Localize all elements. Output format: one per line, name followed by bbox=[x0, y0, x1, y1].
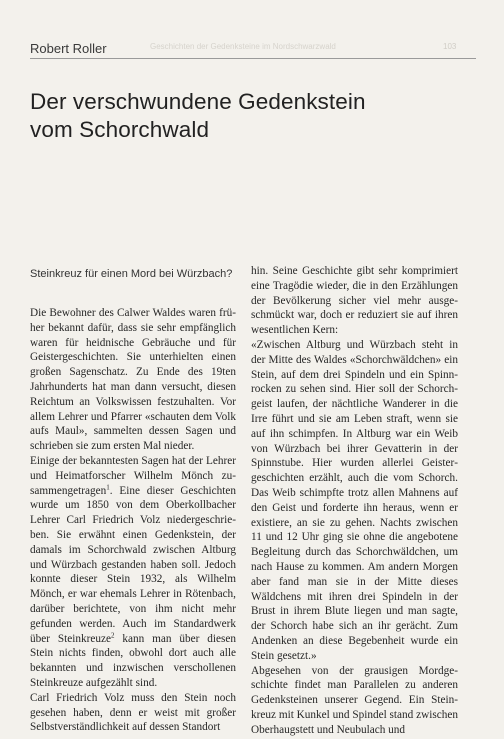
right-column bbox=[251, 264, 458, 738]
article-title bbox=[30, 88, 470, 144]
article-title-line-2: vom Schorchwald bbox=[30, 117, 210, 142]
footnote-mark: 1 bbox=[106, 482, 110, 491]
page-number: 103 bbox=[443, 42, 457, 51]
left-column bbox=[30, 306, 236, 735]
author-name: Robert Roller bbox=[30, 41, 107, 56]
paragraph-text: . Eine dieser Geschichten wurde um 1850 von dem Oberkollbacher Lehrer Carl Friedrich Volz niedergeschrieben. Sie erwähnt einen Gedenkstein, der damals im Schorchwald zwischen Altburg und Würzbach gestanden haben soll. Jedoch konnte dieser Stein 1932, als Wilhelm Mönch, er war ehemals Lehrer in Rötenbach, darüber berichtete, von ihm nicht mehr gefunden werden. Auch im Standardwerk über Steinkreuze bbox=[30, 484, 236, 645]
quote-paragraph: «Zwischen Altburg und Würzbach steht in der Mitte des Waldes «Schorchwäldchen» ein Stein, auf dem drei Spindeln und ein Spinnrocken zu sehen sind. Hier soll der Schorchgeist laufen, der nächtliche Wanderer in die Irre führt und sie am Leben straft, wenn sie auf ihn schimpfen. In Altburg war ein Weib von Würzbach bei ihrer Gevatterin in der Spinnstube. Hier wurden allerlei Geistergeschichten erzählt, auch die vom Schorch. Das Weib schimpfte trotz allen Mahnens auf den Geist und forderte ihn heraus, wenn er existiere, an sie zu gehen. Nachts zwischen 11 und 12 Uhr ging sie ohne die angebotene Begleitung durch das Schorchwäldchen, um nach Hause zu kommen. Am andern Morgen aber fand man sie in der Mitte dieses Wäldchens mit ihren drei Spindeln in der Brust in ihrem Blute liegen und man sagte, der Schorch habe sich an ihr gerächt. Zum Andenken an diese Begebenheit wurde ein Stein gesetzt.» bbox=[251, 338, 458, 662]
paragraph bbox=[30, 454, 236, 691]
article-subheading: Steinkreuz für einen Mord bei Würzbach? bbox=[30, 268, 233, 280]
running-head: Geschichten der Gedenksteine im Nordschwarzwald bbox=[150, 42, 336, 51]
paragraph-text: kann man über diesen Stein nichts finden, obwohl dort auch alle bekannten und inzwischen verschollenen Steinkreuze aufgezählt sind. bbox=[30, 632, 237, 689]
paragraph-text: Einige der bekanntesten Sagen hat der Lehrer und Heimatforscher Wilhelm Mönch zusammengetragen bbox=[30, 454, 236, 497]
paragraph: Die Bewohner des Calwer Waldes waren früher bekannt dafür, dass sie sehr empfänglich waren für heidnische Gebräuche und für Geistergeschichten. Sie unterhielten einen großen Sagenschatz. Zu Ende des 19ten Jahrhunderts hat man dann versucht, diesen Reichtum an Volkswissen festzuhalten. Vor allem Lehrer und Pfarrer «schauten dem Volk aufs Maul», sammelten dessen Sagen und schrieben sie zum ersten Mal nieder. bbox=[30, 307, 236, 453]
footnote-mark: 2 bbox=[110, 630, 115, 639]
paragraph: hin. Seine Geschichte gibt sehr komprimiert eine Tragödie wieder, die in den Erzählungen der Bevölkerung sicher viel mehr ausgeschmückt war, doch er reduziert sie auf ihren wesentlichen Kern: bbox=[251, 265, 458, 337]
paragraph: Abgesehen von der grausigen Mordgeschichte findet man Parallelen zu anderen Gedenksteinen unserer Gegend. Ein Steinkreuz mit Kunkel und Spindel stand zwischen Oberhaugstett und Neubulach und bbox=[251, 664, 458, 736]
paragraph: Carl Friedrich Volz muss den Stein noch gesehen haben, denn er weist mit großer Selbstverständlichkeit auf dessen Standort bbox=[30, 691, 236, 734]
article-title-line-1: Der verschwundene Gedenkstein bbox=[30, 89, 366, 114]
header-rule bbox=[30, 58, 476, 59]
